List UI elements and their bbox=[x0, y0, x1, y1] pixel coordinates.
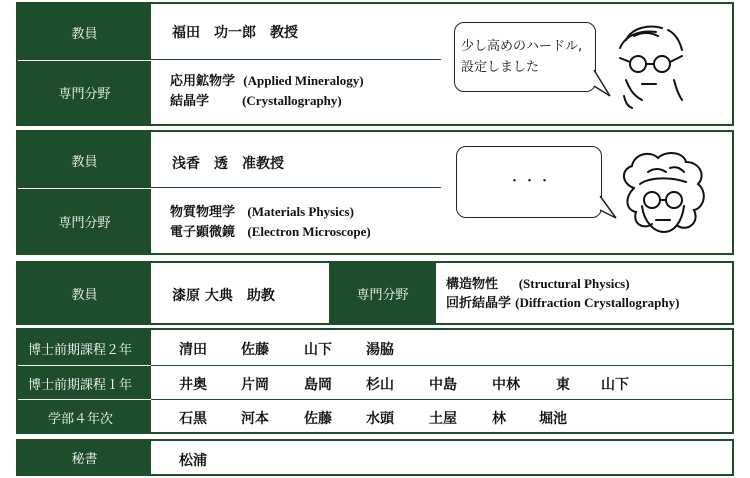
prof3-field-label: 専門分野 bbox=[329, 263, 436, 323]
prof1-name: 福田 功一郎 教授 bbox=[172, 25, 298, 41]
prof2-name: 浅香 透 准教授 bbox=[172, 156, 284, 172]
student-name: 清田 bbox=[179, 342, 207, 358]
prof2-field-2-en: (Electron Microscope) bbox=[247, 224, 371, 239]
student-name: 佐藤 bbox=[304, 411, 332, 427]
prof1-field-2 bbox=[170, 91, 342, 111]
prof1-speech-line-2: 設定しました bbox=[461, 60, 540, 75]
prof1-field-1-en: (Applied Mineralogy) bbox=[243, 73, 364, 88]
student-name: 島岡 bbox=[304, 377, 332, 393]
student-name: 山下 bbox=[304, 342, 332, 358]
prof1-avatar-illustration bbox=[612, 20, 692, 110]
prof3-field-1-jp: 構造物性 bbox=[446, 277, 499, 292]
prof1-speech-line-1: 少し高めのハードル, bbox=[461, 39, 583, 54]
student-name: 中島 bbox=[429, 377, 457, 393]
student-name: 堀池 bbox=[539, 411, 567, 427]
students-row-label-b4: 学部４年次 bbox=[48, 412, 114, 427]
prof1-field-label: 専門分野 bbox=[18, 61, 151, 124]
student-name: 中林 bbox=[492, 377, 520, 393]
prof1-field-2-en: (Crystallography) bbox=[242, 93, 342, 108]
students-divider-1b bbox=[151, 365, 732, 366]
student-name: 河本 bbox=[241, 411, 269, 427]
prof3-name: 漆原 大典 助教 bbox=[172, 288, 275, 304]
student-name: 井奥 bbox=[179, 377, 207, 393]
student-name: 片岡 bbox=[241, 377, 269, 393]
students-row-label-m1: 博士前期課程１年 bbox=[28, 378, 133, 393]
student-name: 林 bbox=[492, 411, 506, 427]
prof2-field-label: 専門分野 bbox=[18, 189, 151, 253]
prof2-speech-text: ・・・ bbox=[508, 174, 554, 189]
prof2-divider bbox=[151, 187, 441, 188]
secretary-name: 松浦 bbox=[179, 453, 207, 469]
student-name: 水頭 bbox=[366, 411, 394, 427]
prof2-role-label: 教員 bbox=[18, 132, 151, 188]
prof2-field-2-jp: 電子顕微鏡 bbox=[170, 225, 236, 240]
prof1-bubble-tail bbox=[594, 70, 614, 100]
student-name: 土屋 bbox=[429, 411, 457, 427]
prof3-field-2-en: (Diffraction Crystallography) bbox=[515, 295, 680, 310]
prof1-field-1 bbox=[170, 71, 364, 91]
prof1-divider bbox=[151, 59, 441, 60]
prof3-field-1 bbox=[446, 274, 630, 294]
student-name: 石黒 bbox=[179, 411, 207, 427]
prof2-field-1-jp: 物質物理学 bbox=[170, 205, 236, 220]
prof2-field-1 bbox=[170, 202, 354, 222]
students-divider-2b bbox=[151, 399, 732, 400]
student-name: 杉山 bbox=[366, 377, 394, 393]
prof3-field-1-en: (Structural Physics) bbox=[518, 276, 630, 291]
prof2-field-1-en: (Materials Physics) bbox=[247, 204, 354, 219]
prof2-field-2 bbox=[170, 222, 371, 242]
prof1-field-1-jp: 応用鉱物学 bbox=[170, 74, 236, 89]
prof1-field-2-jp: 結晶学 bbox=[170, 94, 210, 109]
prof1-role-label: 教員 bbox=[18, 4, 151, 60]
prof3-field-2-jp: 回折結晶学 bbox=[446, 296, 512, 311]
secretary-label: 秘書 bbox=[18, 441, 151, 474]
prof2-avatar-illustration bbox=[614, 148, 714, 248]
student-name: 湯脇 bbox=[366, 342, 394, 358]
prof3-field-2 bbox=[446, 293, 679, 313]
student-name: 佐藤 bbox=[241, 342, 269, 358]
prof3-role-label: 教員 bbox=[18, 263, 151, 323]
student-name: 山下 bbox=[601, 377, 629, 393]
student-name: 東 bbox=[556, 377, 570, 393]
students-row-label-m2: 博士前期課程２年 bbox=[28, 343, 133, 358]
